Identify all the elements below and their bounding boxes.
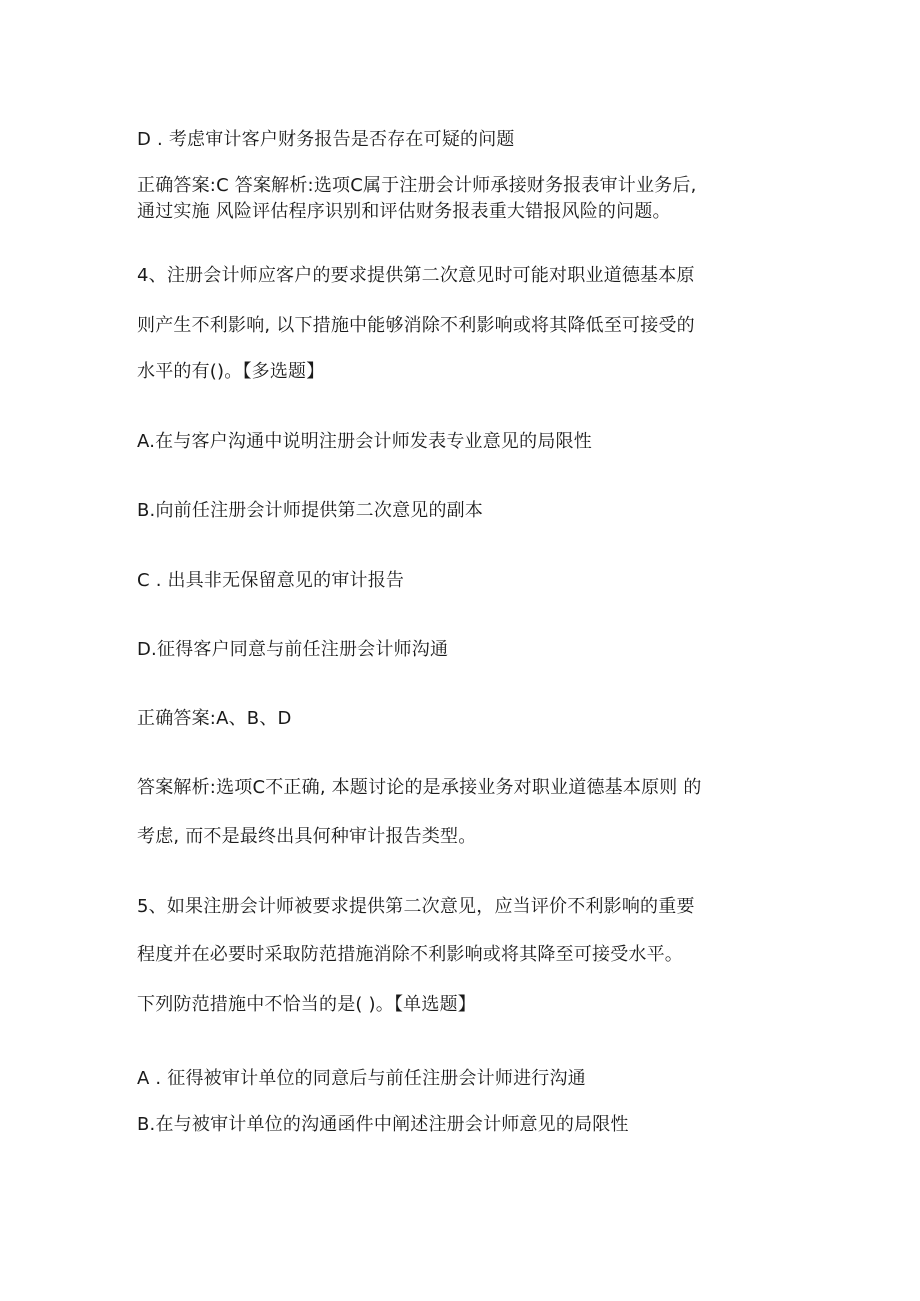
q4-option-a: A.在与客户沟通中说明注册会计师发表专业意见的局限性 (137, 431, 592, 452)
prev-option-d: D . 考虑审计客户财务报告是否存在可疑的问题 (137, 129, 515, 150)
q5-option-b: B.在与被审计单位的沟通函件中阐述注册会计师意见的局限性 (137, 1114, 629, 1135)
q4-stem-line-1: 4、注册会计师应客户的要求提供第二次意见时可能对职业道德基本原 (137, 265, 695, 286)
q4-explanation-line-2: 考虑, 而不是最终出具何种审计报告类型。 (137, 826, 477, 847)
q5-stem-line-3: 下列防范措施中不恰当的是( )。【单选题】 (137, 994, 476, 1015)
q4-stem-line-2: 则产生不利影响, 以下措施中能够消除不利影响或将其降低至可接受的 (137, 315, 695, 336)
q4-stem-line-3: 水平的有()。【多选题】 (137, 361, 325, 382)
q4-option-b: B.向前任注册会计师提供第二次意见的副本 (137, 500, 484, 521)
q4-explanation-line-1: 答案解析:选项C不正确, 本题讨论的是承接业务对职业道德基本原则 的 (137, 777, 702, 798)
q4-correct-answer: 正确答案:A、B、D (137, 708, 292, 729)
q5-option-a: A . 征得被审计单位的同意后与前任注册会计师进行沟通 (137, 1068, 586, 1089)
q5-stem-line-2: 程度并在必要时采取防范措施消除不利影响或将其降至可接受水平。 (137, 944, 683, 965)
q4-option-d: D.征得客户同意与前任注册会计师沟通 (137, 639, 449, 660)
q4-option-c: C . 出具非无保留意见的审计报告 (137, 570, 405, 591)
q5-stem-line-1: 5、如果注册会计师被要求提供第二次意见，应当评价不利影响的重要 (137, 896, 695, 917)
prev-answer-line-1: 正确答案:C 答案解析:选项C属于注册会计师承接财务报表审计业务后, (137, 175, 697, 196)
prev-answer-line-2: 通过实施 风险评估程序识别和评估财务报表重大错报风险的问题。 (137, 201, 671, 222)
